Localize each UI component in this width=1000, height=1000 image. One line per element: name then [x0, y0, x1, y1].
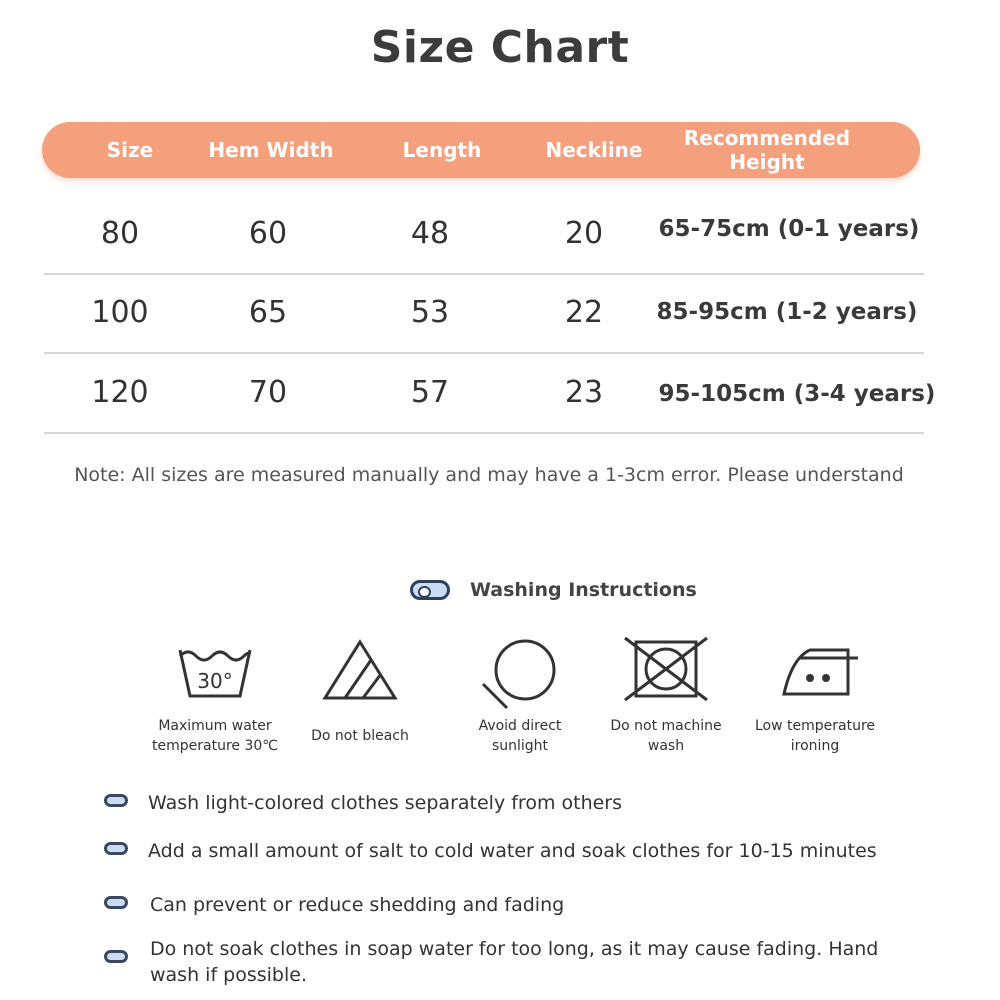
tip-text: Can prevent or reduce shedding and fading	[150, 894, 565, 916]
cell-neckline: 22	[564, 294, 604, 330]
list-item	[104, 892, 924, 918]
no-bleach-icon	[315, 636, 405, 702]
washing-header	[410, 576, 697, 604]
cell-hem-width: 60	[248, 215, 288, 251]
tip-text: Add a small amount of salt to cold water and soak clothes for 10-15 minutes	[148, 840, 877, 862]
table-row	[44, 272, 924, 354]
care-symbol-no-machine-wash	[586, 636, 746, 756]
list-item	[104, 838, 924, 864]
cell-recommended-height: 85-95cm (1-2 years)	[656, 299, 918, 325]
wash-30-icon	[170, 636, 260, 702]
list-item	[104, 790, 924, 816]
bullet-icon	[104, 950, 128, 963]
cell-hem-width: 70	[248, 374, 288, 410]
care-label: Low temperature ironing	[754, 718, 876, 754]
page-title: Size Chart	[370, 22, 630, 73]
pill-toggle-icon	[410, 580, 450, 600]
cell-size: 100	[91, 294, 149, 330]
care-label: Maximum water temperature 30℃	[152, 718, 278, 754]
no-machine-wash-icon	[621, 636, 711, 702]
care-label: Do not bleach	[311, 728, 409, 744]
wash-temperature-text: 30°	[197, 669, 233, 693]
cell-recommended-height: 95-105cm (3-4 years)	[658, 381, 936, 407]
cell-neckline: 23	[564, 374, 604, 410]
cell-length: 48	[410, 215, 450, 251]
table-header	[42, 122, 920, 178]
tip-text: Do not soak clothes in soap water for too long, as it may cause fading. Hand wash if possible.	[150, 938, 879, 986]
care-label: Do not machine wash	[610, 718, 722, 754]
low-temp-iron-icon	[770, 636, 860, 702]
list-item	[104, 936, 924, 988]
cell-recommended-height: 65-75cm (0-1 years)	[658, 216, 920, 242]
measurement-note: Note: All sizes are measured manually and may have a 1-3cm error. Please understand	[74, 464, 904, 486]
header-size: Size	[106, 138, 154, 162]
header-hem-width: Hem Width	[208, 138, 334, 162]
bullet-icon	[104, 842, 128, 855]
care-symbol-wash-30	[135, 636, 295, 756]
care-label: Avoid direct sunlight	[478, 718, 562, 754]
cell-hem-width: 65	[248, 294, 288, 330]
table-row	[44, 193, 924, 275]
cell-neckline: 20	[564, 215, 604, 251]
care-symbol-low-temp-iron	[735, 636, 895, 756]
washing-title: Washing Instructions	[470, 579, 697, 601]
cell-size: 120	[91, 374, 149, 410]
care-symbol-no-bleach	[280, 636, 440, 746]
care-symbol-no-sunlight	[440, 636, 600, 756]
header-length: Length	[402, 138, 482, 162]
bullet-icon	[104, 794, 128, 807]
bullet-icon	[104, 896, 128, 909]
cell-length: 53	[410, 294, 450, 330]
header-neckline: Neckline	[545, 138, 643, 162]
cell-size: 80	[100, 215, 140, 251]
cell-length: 57	[410, 374, 450, 410]
header-recommended-height: Recommended Height	[683, 126, 851, 174]
no-sunlight-icon	[475, 636, 565, 712]
table-row	[44, 352, 936, 434]
tip-text: Wash light-colored clothes separately from others	[148, 792, 623, 814]
